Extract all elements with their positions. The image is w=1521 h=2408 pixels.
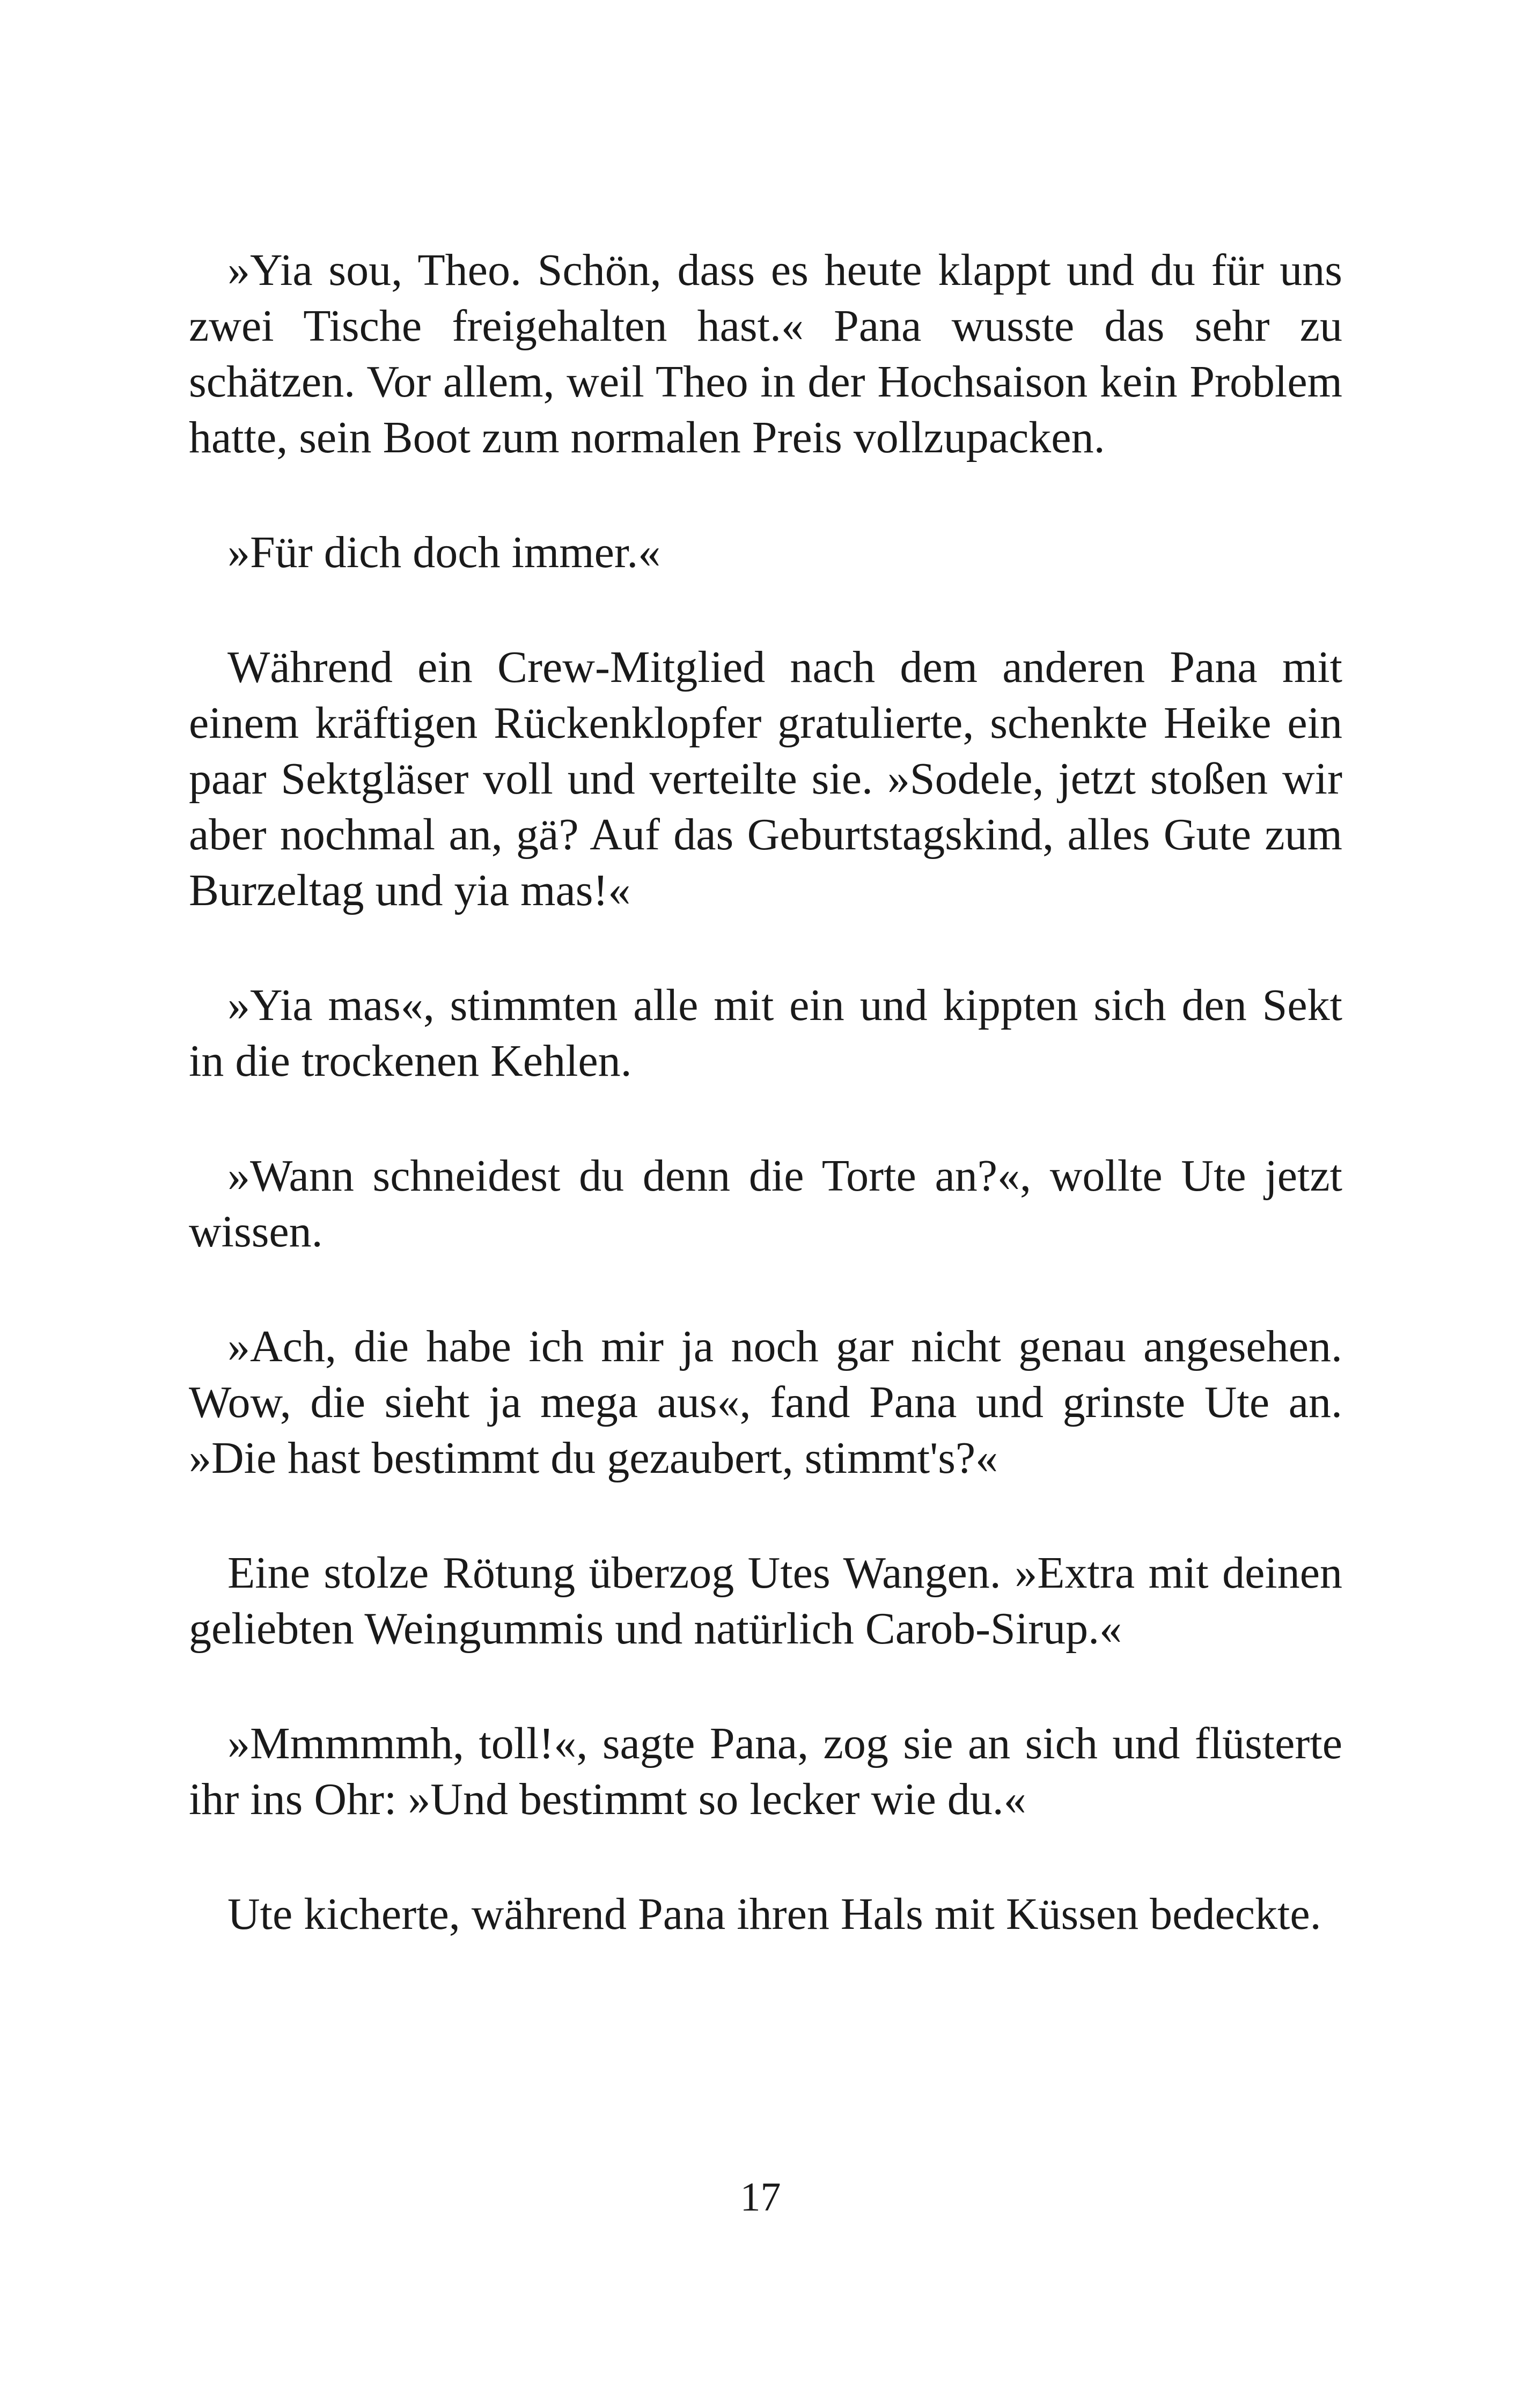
page-number: 17 [740,2175,781,2220]
paragraph: Während ein Crew-Mitglied nach dem anderen Pana mit einem kräftigen Rückenklopfer gratulierte, schenkte Heike ein paar Sektgläser voll und verteilte sie. »Sodele, jetzt stoßen wir aber nochmal an, gä? Auf das Geburtstagskind, alles Gute zum Burzeltag und yia mas!« [189,642,1342,915]
paragraph: »Für dich doch immer.« [227,527,661,577]
paragraph: »Mmmmmh, toll!«, sagte Pana, zog sie an sich und flüsterte ihr ins Ohr: »Und bestimmt so lecker wie du.« [189,1719,1342,1824]
paragraph: Ute kicherte, während Pana ihren Hals mit Küssen bedeckte. [227,1889,1321,1939]
paragraph: Eine stolze Rötung überzog Utes Wangen. »Extra mit deinen geliebten Weingummis und natürlich Carob-Sirup.« [189,1548,1342,1654]
paragraph: »Yia sou, Theo. Schön, dass es heute klappt und du für uns zwei Tische freigehalten hast.« Pana wusste das sehr zu schätzen. Vor allem, weil Theo in der Hochsaison kein Problem hatte, sein Boot zum normalen Preis vollzupacken. [189,245,1342,462]
paragraph: »Ach, die habe ich mir ja noch gar nicht genau angesehen. Wow, die sieht ja mega aus«, fand Pana und grinste Ute an. »Die hast bestimmt du gezaubert, stimmt's?« [189,1322,1342,1483]
paragraph: »Wann schneidest du denn die Torte an?«, wollte Ute jetzt wissen. [189,1151,1342,1257]
body-text [189,243,1342,1942]
paragraph: »Yia mas«, stimmten alle mit ein und kippten sich den Sekt in die trockenen Kehlen. [189,980,1342,1086]
